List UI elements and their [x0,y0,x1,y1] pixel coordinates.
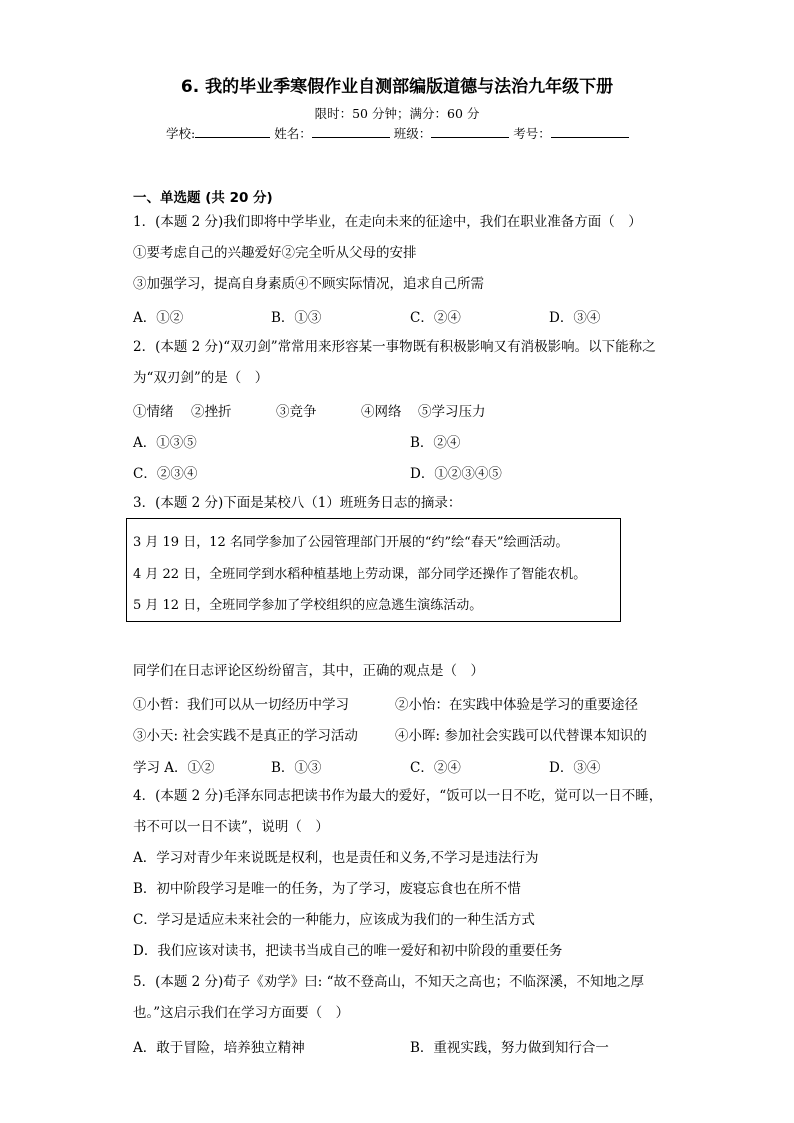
q4-option-a[interactable]: A．学习对青少年来说既是权利，也是责任和义务,不学习是违法行为 [133,850,539,866]
q1-stem: 1．(本题 2 分)我们即将中学毕业，在走向未来的征途中，我们在职业准备方面（ ） [133,214,642,230]
q2-item: ④网络 [361,404,402,420]
q1-statement: ①要考虑自己的兴趣爱好②完全听从父母的安排 [133,245,417,261]
class-blank[interactable] [431,125,509,138]
q2-item: ⑤学习压力 [418,404,486,420]
q5-option-a[interactable]: A．敢于冒险，培养独立精神 [133,1040,305,1056]
q3-stem: 3．(本题 2 分)下面是某校八（1）班班务日志的摘录： [133,495,462,511]
q1-statement: ③加强学习，提高自身素质④不顾实际情况，追求自己所需 [133,276,484,292]
q5-stem: 5．(本题 2 分)荀子《劝学》曰: “故不登高山，不知天之高也；不临深溪，不知地之厚 [133,974,645,990]
number-blank[interactable] [551,125,629,138]
q4-option-d[interactable]: D．我们应该对读书，把读书当成自己的唯一爱好和初中阶段的重要任务 [133,943,563,959]
name-label: 姓名： [274,126,312,141]
q2-option-b[interactable]: B．②④ [410,435,461,451]
q1-option-d[interactable]: D．③④ [549,310,601,326]
diary-entry: 4 月 22 日，全班同学到水稻种植基地上劳动课，部分同学还操作了智能农机。 [133,567,587,582]
q3-comment: ①小哲：我们可以从一切经历中学习 [133,697,349,713]
q3-option-c[interactable]: C．②④ [410,760,461,776]
q2-item: ②挫折 [191,404,232,420]
q4-stem-cont: 书不可以一日不读”，说明（ ） [133,819,329,835]
diary-entry: 3 月 19 日，12 名同学参加了公园管理部门开展的“约”绘“春天”绘画活动。 [133,535,569,550]
q4-option-b[interactable]: B．初中阶段学习是唯一的任务，为了学习，废寝忘食也在所不惜 [133,881,521,897]
q5-option-b[interactable]: B．重视实践，努力做到知行合一 [410,1040,609,1056]
page-title: 6. 我的毕业季寒假作业自测部编版道德与法治九年级下册 [180,77,614,97]
q4-option-c[interactable]: C．学习是适应未来社会的一种能力，应该成为我们的一种生活方式 [133,912,535,928]
school-label: 学校: [166,126,196,141]
q3-option-b[interactable]: B．①③ [271,760,322,776]
q2-item: ③竞争 [276,404,317,420]
q3-option-a[interactable]: 学习 A．①② [133,760,215,776]
number-label: 考号： [513,126,551,141]
q2-stem-cont: 为“双刃剑”的是（ ） [133,370,269,386]
q3-comment: ②小怡：在实践中体验是学习的重要途径 [395,697,638,713]
student-info-row [166,124,629,142]
school-blank[interactable] [195,125,270,138]
q3-question: 同学们在日志评论区纷纷留言，其中，正确的观点是（ ） [133,663,484,679]
diary-entry: 5 月 12 日，全班同学参加了学校组织的应急逃生演练活动。 [133,598,483,613]
q1-option-b[interactable]: B．①③ [271,310,322,326]
q2-option-d[interactable]: D．①②③④⑤ [410,466,502,482]
q2-stem: 2．(本题 2 分)“双刃剑”常常用来形容某一事物既有积极影响又有消极影响。以下能称之 [133,339,656,355]
q1-option-c[interactable]: C．②④ [410,310,461,326]
q4-stem: 4．(本题 2 分)毛泽东同志把读书作为最大的爱好，“饭可以一日不吃，觉可以一日不睡， [133,788,663,804]
time-score-limit: 限时：50 分钟；满分：60 分 [314,106,480,121]
name-blank[interactable] [312,125,390,138]
q3-comment: ④小晖: 参加社会实践可以代替课本知识的 [395,728,647,744]
section-heading: 一、单选题 (共 20 分) [133,190,273,206]
q2-option-a[interactable]: A．①③⑤ [133,435,197,451]
class-label: 班级： [393,126,432,141]
q3-comment: ③小天: 社会实践不是真正的学习活动 [133,728,358,744]
q2-option-c[interactable]: C．②③④ [133,466,198,482]
q1-option-a[interactable]: A．①② [133,310,184,326]
q2-item: ①情绪 [133,404,174,420]
q3-option-d[interactable]: D．③④ [549,760,601,776]
q5-stem-cont: 也。”这启示我们在学习方面要（ ） [133,1005,350,1021]
